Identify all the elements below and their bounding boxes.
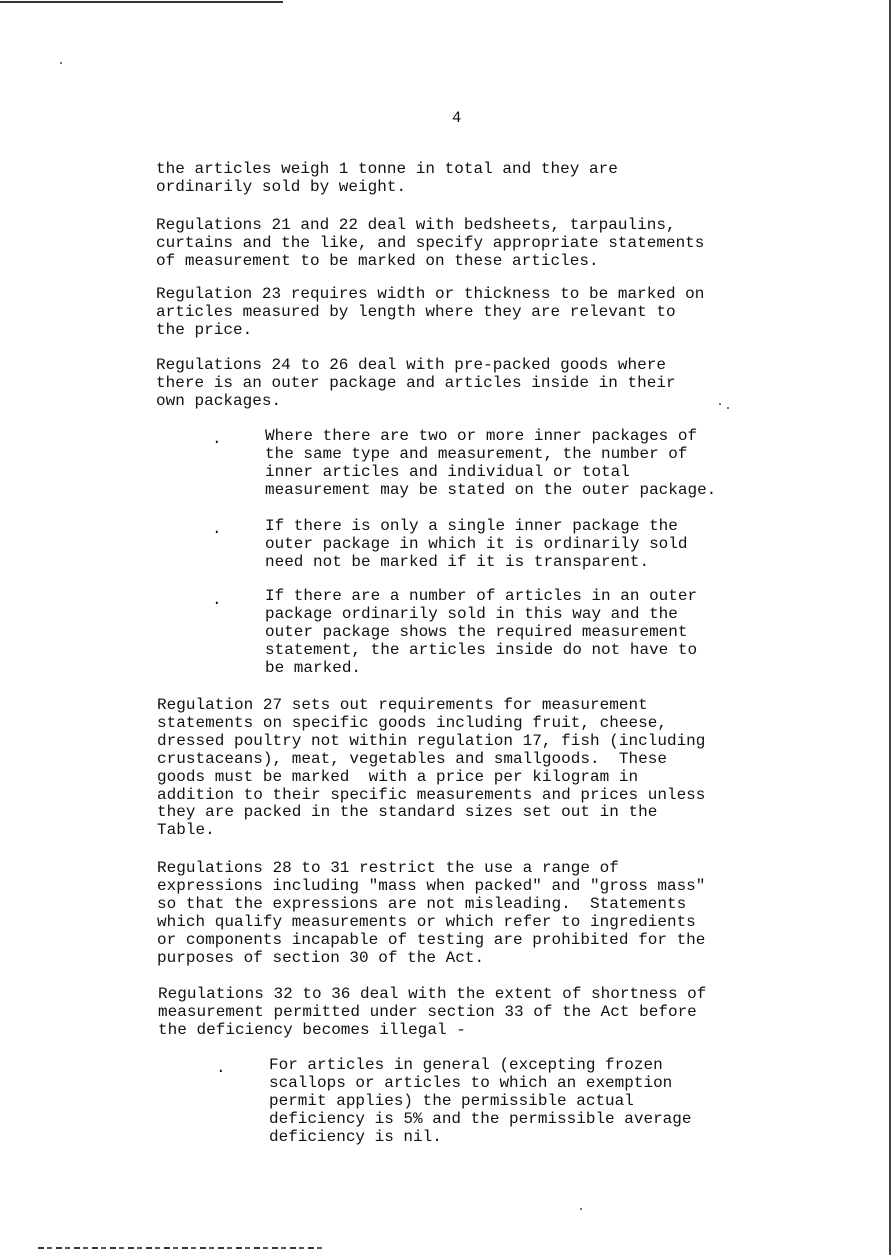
scan-speck xyxy=(580,1208,582,1210)
scan-speck xyxy=(60,62,62,64)
paragraph-regulations-21-22: Regulations 21 and 22 deal with bedsheets, tarpaulins, curtains and the like, and specify appropriate statements of measurement to be marked on these articles. xyxy=(156,216,705,270)
bullet-marker: . xyxy=(212,430,222,448)
paragraph-regulations-32-36: Regulations 32 to 36 deal with the extent of shortness of measurement permitted under section 33 of the Act before the deficiency becomes illegal - xyxy=(158,985,707,1039)
bullet-marker: . xyxy=(216,1059,226,1077)
scan-edge-top xyxy=(0,1,283,3)
paragraph-weight-continuation: the articles weigh 1 tonne in total and they are ordinarily sold by weight. xyxy=(156,160,618,196)
paragraph-regulations-28-31: Regulations 28 to 31 restrict the use a range of expressions including "mass when packed" and "gross mass" so that the expressions are not misleading. Statements which qualify measurements or which refer to ingredients or components incapable of testing are prohibited for the purposes of section 30 of the Act. xyxy=(157,859,706,967)
scan-edge-right xyxy=(889,0,891,1255)
bullet-item: Where there are two or more inner packages of the same type and measurement, the number of inner articles and individual or total measurement may be stated on the outer package. xyxy=(265,427,717,499)
paragraph-regulation-23: Regulation 23 requires width or thickness to be marked on articles measured by length where they are relevant to the price. xyxy=(156,285,705,339)
page-number: 4 xyxy=(452,109,462,127)
bullet-marker: . xyxy=(212,520,222,538)
bullet-item: If there is only a single inner package the outer package in which it is ordinarily sold need not be marked if it is transparent. xyxy=(265,517,688,571)
bullet-marker: . xyxy=(212,591,222,609)
paragraph-regulations-24-26: Regulations 24 to 26 deal with pre-packed goods where there is an outer package and articles inside in their own packages. xyxy=(156,356,676,410)
bullet-item: If there are a number of articles in an outer package ordinarily sold in this way and the outer package shows the required measurement statement, the articles inside do not have to be marked. xyxy=(265,587,698,677)
bullet-item: For articles in general (excepting frozen scallops or articles to which an exemption permit applies) the permissible actual deficiency is 5% and the permissible average deficiency is nil. xyxy=(269,1056,692,1146)
scan-edge-bottom xyxy=(38,1247,323,1249)
paragraph-regulation-27: Regulation 27 sets out requirements for measurement statements on specific goods including fruit, cheese, dressed poultry not within regulation 17, fish (including crustaceans), meat, vegetables and smallgoods. These goods must be marked with a price per kilogram in addition to their specific measurements and prices unless they are packed in the standard sizes set out in the Table. xyxy=(157,696,706,840)
